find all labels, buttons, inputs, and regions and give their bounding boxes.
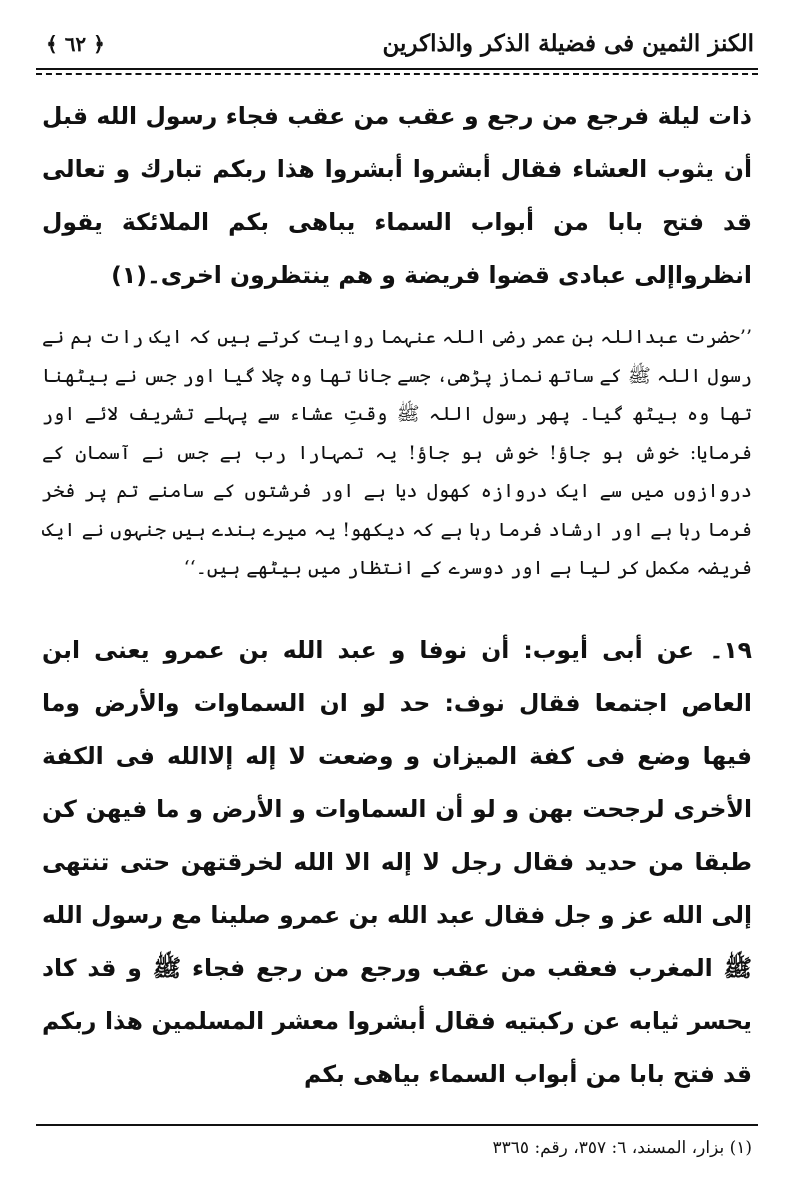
hadith-text: عن أبى أيوب: أن نوفا و عبد الله بن عمرو يعنى ابن العاص اجتمعا فقال نوف: حد لو ان السماوات والأرض وما فيها وضع فى كفة الميزان و وضعت لا إله إلاالله فى الكفة الأخرى لرجحت بهن و لو أن السماوات و الأرض و ما فيهن كن طبقا من حديد فقال رجل لا إله الا الله لخرقتهن حتى تنتهى إلى الله عز و جل فقال عبد الله بن عمرو صلينا مع رسول الله ﷺ المغرب فعقب من عقب ورجع من رجع فجاء ﷺ و قد كاد يحسر ثيابه عن ركبتيه فقال أبشروا معشر المسلمين هذا ربكم قد فتح بابا من أبواب السماء بياهى بكم: [42, 636, 752, 1088]
page-header: [36, 26, 758, 62]
header-dashed-rule: [36, 73, 758, 75]
page-number: ﴿ ٦٢ ﴾: [46, 32, 105, 56]
footnote-rule: [36, 1124, 758, 1126]
arabic-paragraph-2: [42, 624, 752, 1101]
arabic-paragraph-1: ذات ليلة فرجع من رجع و عقب من عقب فجاء رسول الله قبل أن يثوب العشاء فقال أبشروا أبشروا هذا ربكم تبارك و تعالى قد فتح بابا من أبواب السماء يباهى بكم الملائكة يقول انظرواإلى عبادى قضوا فريضة و هم ينتظرون اخرى۔(١): [42, 102, 752, 289]
header-rule: [36, 68, 758, 70]
footnote: (١) بزار، المسند، ٦: ٣٥٧، رقم: ٣٣٦٥: [492, 1138, 752, 1158]
book-title: الكنز الثمين فى فضيلة الذكر والذاكرين: [382, 30, 754, 57]
hadith-number: ١٩۔: [709, 636, 752, 664]
urdu-translation-paragraph: ’’حضرت عبداللہ بن عمر رضی اللہ عنہما روایت کرتے ہیں کہ ایک رات ہم نے رسول اللہ ﷺ کے ساتھ نماز پڑھی، جسے جانا تھا وہ چلا گیا اور جس نے بیٹھنا تھا وہ بیٹھ گیا۔ پھر رسول اللہ ﷺ وقتِ عشاء سے پہلے تشریف لائے اور فرمایا: خوش ہو جاؤ! خوش ہو جاؤ! یہ تمہارا رب ہے جس نے آسمان کے دروازوں میں سے ایک دروازہ کھول دیا ہے اور فرشتوں کے سامنے تم پر فخر فرما رہا ہے اور ارشاد فرما رہا ہے کہ دیکھو! یہ میرے بندے ہیں جنہوں نے ایک فریضہ مکمل کر لیا ہے اور دوسرے کے انتظار میں بیٹھے ہیں۔‘‘: [42, 326, 752, 579]
